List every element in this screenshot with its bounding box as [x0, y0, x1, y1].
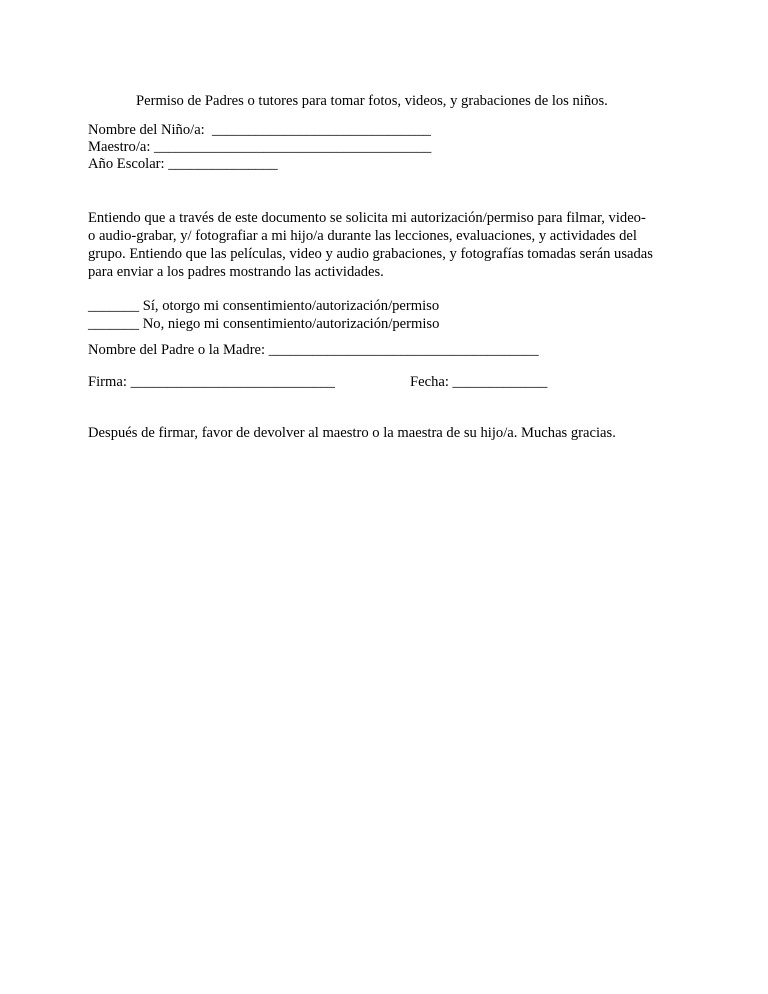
paragraph-line: para enviar a los padres mostrando las actividades. [88, 264, 384, 280]
date-field: Fecha: _____________ [410, 374, 548, 390]
consent-no-option: _______ No, niego mi consentimiento/autorización/permiso [88, 316, 440, 332]
paragraph-line: grupo. Entiendo que las películas, video y audio grabaciones, y fotografías tomadas serán usadas [88, 246, 653, 262]
teacher-field: Maestro/a: ______________________________________ [88, 139, 432, 155]
closing-note: Después de firmar, favor de devolver al maestro o la maestra de su hijo/a. Muchas gracias. [88, 425, 616, 441]
paragraph-line: Entiendo que a través de este documento se solicita mi autorización/permiso para filmar, video- [88, 210, 646, 226]
consent-paragraph [88, 209, 688, 281]
child-name-field: Nombre del Niño/a: ______________________________ [88, 122, 431, 138]
parent-name-field: Nombre del Padre o la Madre: _____________________________________ [88, 342, 539, 358]
document-title: Permiso de Padres o tutores para tomar fotos, videos, y grabaciones de los niños. [136, 93, 608, 109]
consent-yes-option: _______ Sí, otorgo mi consentimiento/autorización/permiso [88, 298, 440, 314]
paragraph-line: o audio-grabar, y/ fotografiar a mi hijo/a durante las lecciones, evaluaciones, y actividades del [88, 228, 637, 244]
school-year-field: Año Escolar: _______________ [88, 156, 278, 172]
signature-field: Firma: ____________________________ [88, 374, 335, 390]
